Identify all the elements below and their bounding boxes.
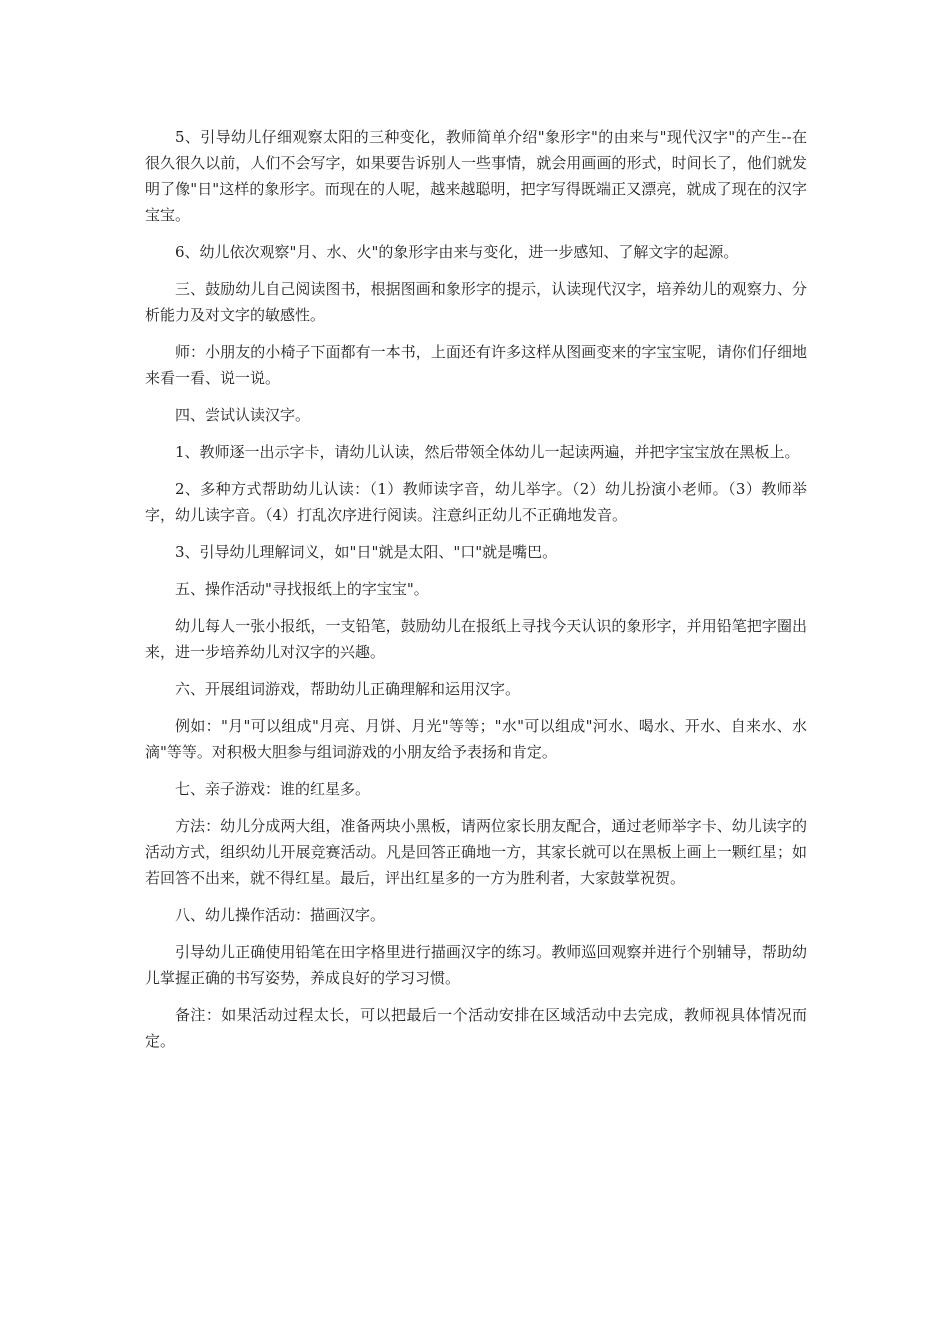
paragraph-newspaper-activity: 幼儿每人一张小报纸，一支铅笔，鼓励幼儿在报纸上寻找今天认识的象形字，并用铅笔把字圈出来，进一步培养幼儿对汉字的兴趣。 [145, 617, 807, 661]
section-heading-6: 六、开展组词游戏，帮助幼儿正确理解和运用汉字。 [175, 680, 521, 698]
paragraph-word-examples: 例如："月"可以组成"月亮、月饼、月光"等等；"水"可以组成"河水、喝水、开水、自来水、水滴"等等。对积极大胆参与组词游戏的小朋友给予表扬和肯定。 [145, 717, 807, 761]
section-heading-3: 三、鼓励幼儿自己阅读图书，根据图画和象形字的提示，认读现代汉字，培养幼儿的观察力、分析能力及对文字的敏感性。 [145, 280, 807, 324]
paragraph-tracing-practice: 引导幼儿正确使用铅笔在田字格里进行描画汉字的练习。教师巡回观察并进行个别辅导，帮助幼儿掌握正确的书写姿势，养成良好的学习习惯。 [145, 943, 807, 987]
paragraph-step-6: 6、幼儿依次观察"月、水、火"的象形字由来与变化，进一步感知、了解文字的起源。 [175, 243, 739, 261]
paragraph-item-2: 2、多种方式帮助幼儿认读：（1）教师读字音，幼儿举字。（2）幼儿扮演小老师。（3）教师举字，幼儿读字音。（4）打乱次序进行阅读。注意纠正幼儿不正确地发音。 [145, 480, 807, 524]
section-heading-8: 八、幼儿操作活动：描画汉字。 [175, 906, 386, 924]
paragraph-teacher-speech: 师：小朋友的小椅子下面都有一本书，上面还有许多这样从图画变来的字宝宝呢，请你们仔细地来看一看、说一说。 [145, 343, 807, 387]
document-body [145, 124, 807, 1065]
paragraph-game-method: 方法：幼儿分成两大组，准备两块小黑板，请两位家长朋友配合，通过老师举字卡、幼儿读字的活动方式，组织幼儿开展竞赛活动。凡是回答正确地一方，其家长就可以在黑板上画上一颗红星；如若回答不出来，就不得红星。最后，评出红星多的一方为胜利者，大家鼓掌祝贺。 [145, 817, 807, 887]
paragraph-item-1: 1、教师逐一出示字卡，请幼儿认读，然后带领全体幼儿一起读两遍，并把字宝宝放在黑板上。 [175, 443, 800, 461]
paragraph-step-5: 5、引导幼儿仔细观察太阳的三种变化，教师简单介绍"象形字"的由来与"现代汉字"的产生--在很久很久以前，人们不会写字，如果要告诉别人一些事情，就会用画画的形式，时间长了，他们就发明了像"日"这样的象形字。而现在的人呢，越来越聪明，把字写得既端正又漂亮，就成了现在的汉字宝宝。 [145, 128, 807, 224]
paragraph-item-3: 3、引导幼儿理解词义，如"日"就是太阳、"口"就是嘴巴。 [175, 543, 558, 561]
section-heading-7: 七、亲子游戏：谁的红星多。 [175, 780, 371, 798]
section-heading-5: 五、操作活动"寻找报纸上的字宝宝"。 [175, 580, 429, 598]
section-heading-4: 四、尝试认读汉字。 [175, 406, 311, 424]
paragraph-note: 备注：如果活动过程太长，可以把最后一个活动安排在区域活动中去完成，教师视具体情况而定。 [145, 1006, 807, 1050]
